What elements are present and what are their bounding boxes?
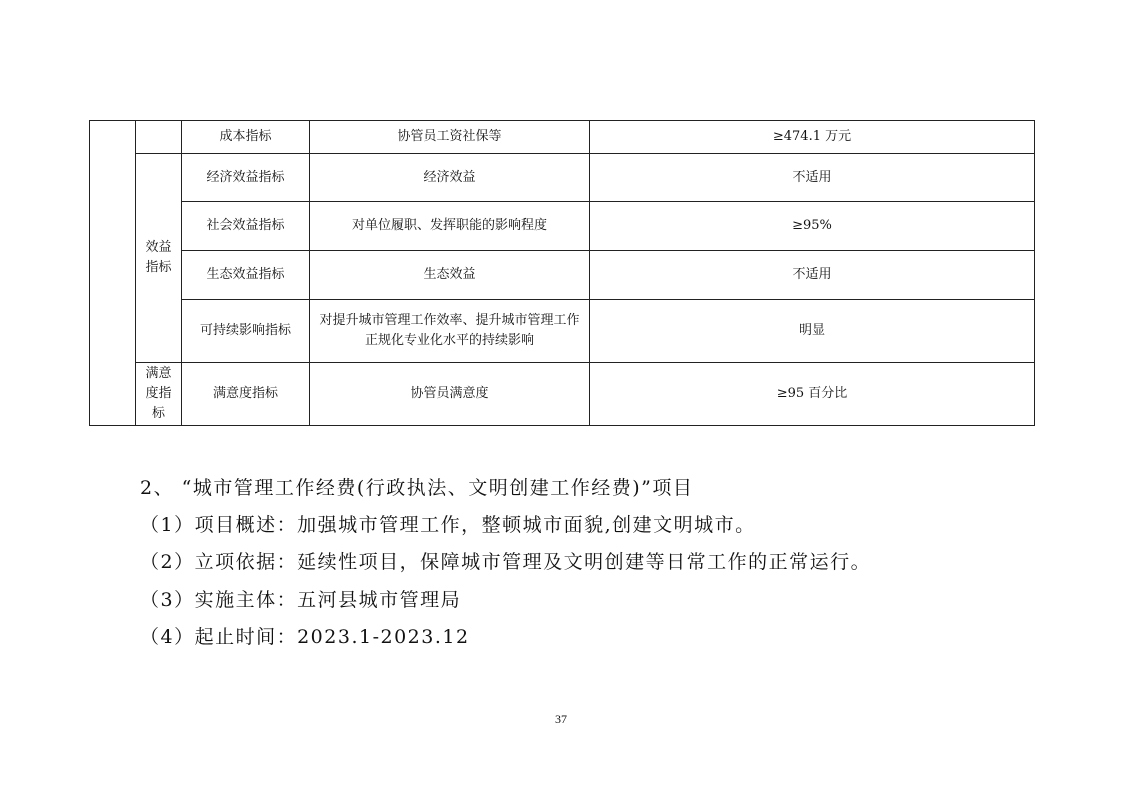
content-cell: 经济效益 <box>310 154 590 202</box>
section-heading: 2、 “城市管理工作经费(行政执法、文明创建工作经费)”项目 <box>140 477 694 499</box>
performance-indicator-table <box>89 120 1035 426</box>
group-label-line: 度指 <box>145 386 172 401</box>
table-row <box>90 202 1035 251</box>
group-label-line: 标 <box>151 406 165 421</box>
table-row <box>90 251 1035 300</box>
content-cell: 协管员工资社保等 <box>310 121 590 154</box>
group-label-line: 指标 <box>145 260 172 275</box>
second-level-indicator-cell <box>136 121 182 154</box>
content-cell <box>310 300 590 363</box>
page-number: 37 <box>555 712 567 726</box>
value-cell: 不适用 <box>590 154 1035 202</box>
implementing-body: （3）实施主体：五河县城市管理局 <box>140 589 462 611</box>
value-cell: ≥95 百分比 <box>590 363 1035 426</box>
content-cell: 协管员满意度 <box>310 363 590 426</box>
table-row <box>90 154 1035 202</box>
content-line: 对提升城市管理工作效率、提升城市管理工作 <box>319 313 580 328</box>
second-level-indicator-cell <box>136 154 182 363</box>
table-row <box>90 121 1035 154</box>
project-period: （4）起止时间：2023.1-2023.12 <box>140 626 470 648</box>
value-cell: 不适用 <box>590 251 1035 300</box>
indicator-cell: 满意度指标 <box>182 363 310 426</box>
content-line: 正规化专业化水平的持续影响 <box>364 333 534 348</box>
indicator-cell: 生态效益指标 <box>182 251 310 300</box>
first-level-indicator-cell <box>90 121 136 426</box>
second-level-indicator-cell <box>136 363 182 426</box>
indicator-cell: 社会效益指标 <box>182 202 310 251</box>
group-label-line: 满意 <box>145 366 172 381</box>
indicator-cell: 经济效益指标 <box>182 154 310 202</box>
value-cell: ≥95% <box>590 202 1035 251</box>
value-cell: ≥474.1 万元 <box>590 121 1035 154</box>
project-basis: （2）立项依据：延续性项目，保障城市管理及文明创建等日常工作的正常运行。 <box>140 551 872 573</box>
group-label-line: 效益 <box>145 240 172 255</box>
table-row <box>90 363 1035 426</box>
content-cell: 生态效益 <box>310 251 590 300</box>
value-cell: 明显 <box>590 300 1035 363</box>
indicator-cell: 可持续影响指标 <box>182 300 310 363</box>
table-row <box>90 300 1035 363</box>
project-overview: （1）项目概述：加强城市管理工作，整顿城市面貌,创建文明城市。 <box>140 514 756 536</box>
content-cell: 对单位履职、发挥职能的影响程度 <box>310 202 590 251</box>
indicator-cell: 成本指标 <box>182 121 310 154</box>
